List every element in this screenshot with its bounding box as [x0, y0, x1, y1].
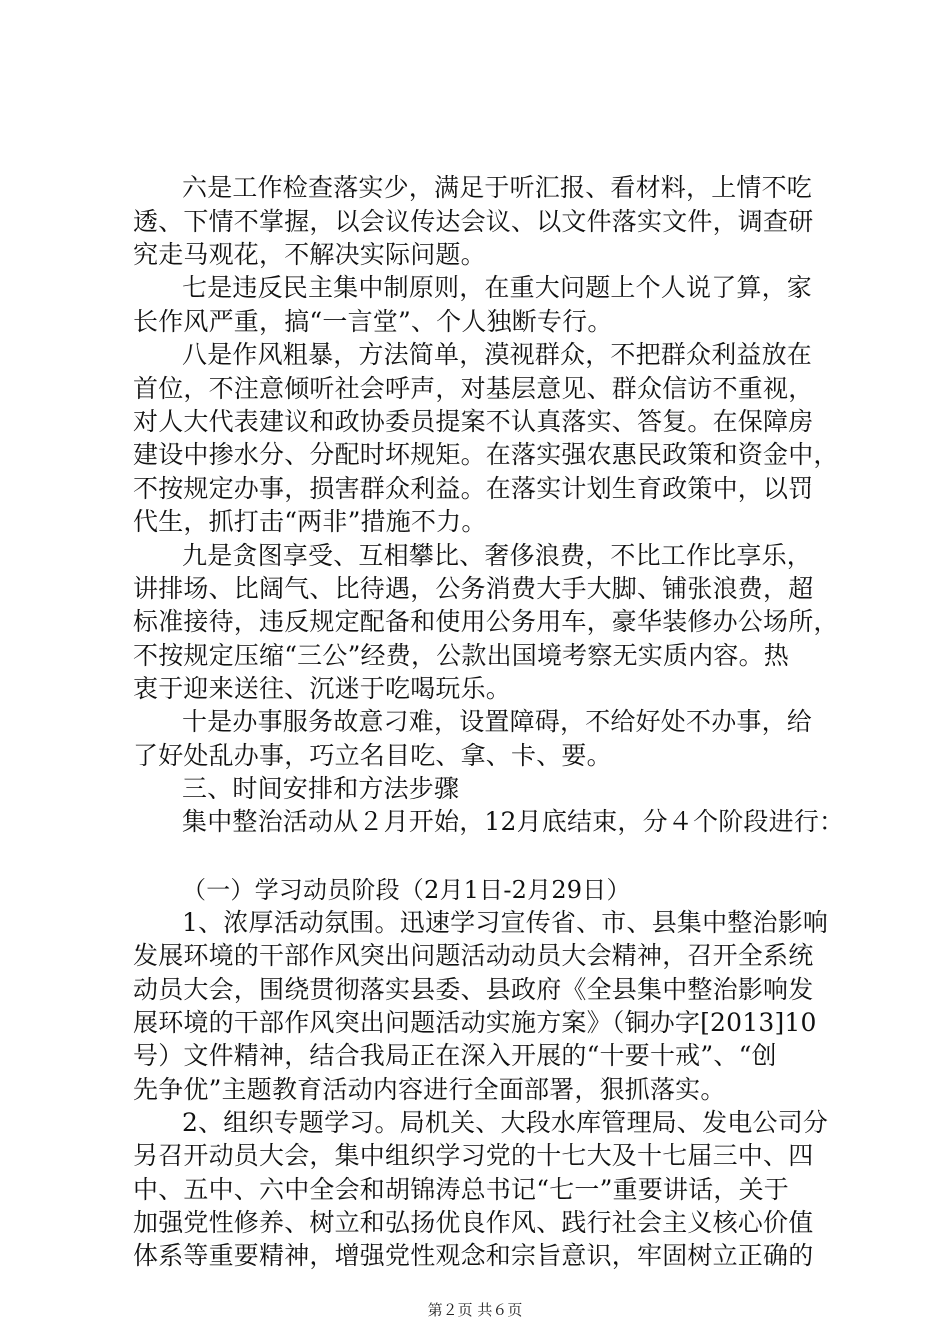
- text-line: 了好处乱办事，巧立名目吃、拿、卡、要。: [133, 741, 612, 770]
- text-line: 不按规定压缩“三公”经费，公款出国境考察无实质内容。热: [133, 641, 789, 670]
- text-line: 六是工作检查落实少，满足于听汇报、看材料，上情不吃: [182, 173, 813, 202]
- text-line: 不按规定办事，损害群众利益。在落实计划生育政策中，以罚: [133, 474, 814, 503]
- text-line: 号）文件精神，结合我局正在深入开展的“十要十戒”、“创: [133, 1041, 777, 1070]
- text-line: 长作风严重，搞“一言堂”、个人独断专行。: [133, 307, 613, 336]
- text-line: 展环境的干部作风突出问题活动实施方案》（铜办字[2013]10: [133, 1008, 817, 1037]
- section-heading: 三、时间安排和方法步骤: [182, 774, 460, 803]
- text-line: 代生，抓打击“两非”措施不力。: [133, 507, 487, 536]
- text-line: 九是贪图享受、互相攀比、奢侈浪费，不比工作比享乐，: [182, 541, 813, 570]
- subsection-heading: （一）学习动员阶段（2月1日-2月29日）: [182, 876, 631, 904]
- text-line: 透、下情不掌握，以会议传达会议、以文件落实文件，调查研: [133, 207, 814, 236]
- text-line: 另召开动员大会，集中组织学习党的十七大及十七届三中、四: [133, 1141, 814, 1170]
- text-line: 究走马观花，不解决实际问题。: [133, 240, 486, 269]
- text-line: 建设中掺水分、分配时坏规矩。在落实强农惠民政策和资金中，: [133, 440, 839, 469]
- text-line: 2、组织专题学习。局机关、大段水库管理局、发电公司分: [182, 1108, 829, 1137]
- text-line: 1、浓厚活动氛围。迅速学习宣传省、市、县集中整治影响: [182, 908, 829, 937]
- text-line: 标准接待，违反规定配备和使用公务用车，豪华装修办公场所，: [133, 607, 839, 636]
- text-line: 发展环境的干部作风突出问题活动动员大会精神，召开全系统: [133, 941, 814, 970]
- text-line: 集中整治活动从２月开始，12月底结束，分４个阶段进行：: [182, 807, 845, 836]
- text-line: 十是办事服务故意刁难，设置障碍，不给好处不办事，给: [182, 707, 813, 736]
- text-line: 讲排场、比阔气、比待遇，公务消费大手大脚、铺张浪费，超: [133, 574, 814, 603]
- text-line: 先争优”主题教育活动内容进行全面部署，狠抓落实。: [133, 1075, 726, 1104]
- page-number: 第２页 共６页: [427, 1301, 523, 1319]
- text-line: 首位，不注意倾听社会呼声，对基层意见、群众信访不重视，: [133, 374, 814, 403]
- text-line: 动员大会，围绕贯彻落实县委、县政府《全县集中整治影响发: [133, 975, 814, 1004]
- text-line: 加强党性修养、树立和弘扬优良作风、践行社会主义核心价值: [133, 1208, 814, 1237]
- text-line: 八是作风粗暴，方法简单，漠视群众，不把群众利益放在: [182, 340, 813, 369]
- text-line: 中、五中、六中全会和胡锦涛总书记“七一”重要讲话，关于: [133, 1175, 789, 1204]
- text-line: 七是违反民主集中制原则，在重大问题上个人说了算，家: [182, 273, 813, 302]
- text-line: 体系等重要精神，增强党性观念和宗旨意识，牢固树立正确的: [133, 1241, 814, 1270]
- text-line: 对人大代表建议和政协委员提案不认真落实、答复。在保障房: [133, 407, 814, 436]
- text-line: 衷于迎来送往、沉迷于吃喝玩乐。: [133, 674, 512, 703]
